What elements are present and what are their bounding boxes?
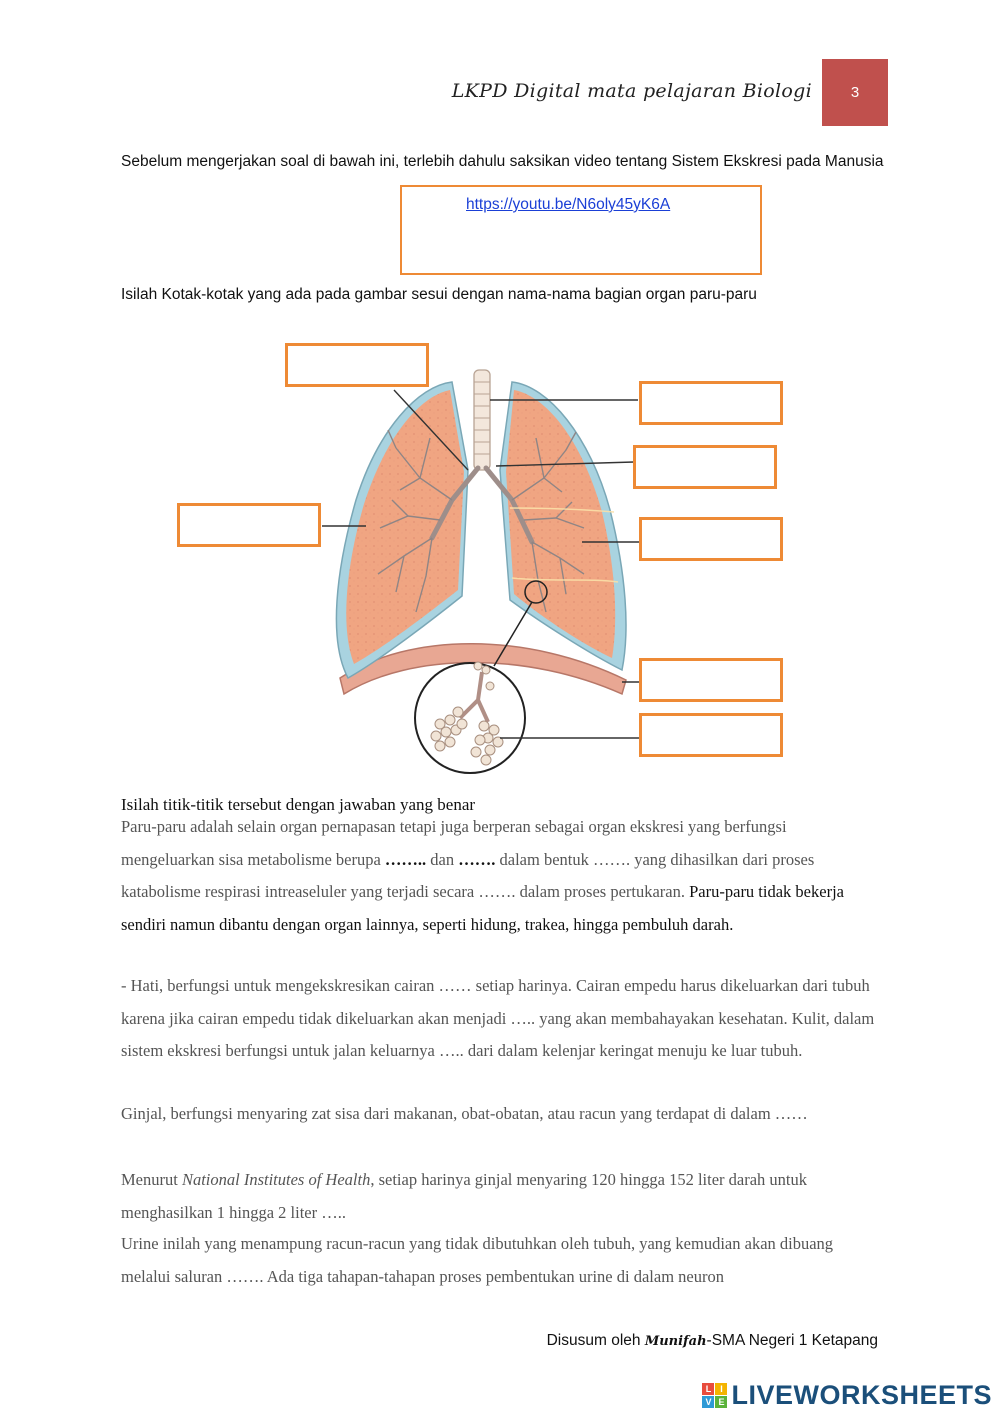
label-input-6[interactable] xyxy=(642,661,780,699)
p1-text-a: Paru-paru adalah selain organ pernapasan tetapi juga berperan sebagai organ ekskresi yang berfungsi mengeluarkan sisa metabolisme berupa xyxy=(121,817,787,869)
label-input-7[interactable] xyxy=(642,716,780,754)
footer-prefix: Disusum oleh xyxy=(546,1332,645,1349)
paragraph-liver-skin: - Hati, berfungsi untuk mengekskresikan cairan …… setiap harinya. Cairan empedu harus dikeluarkan dari tubuh karena jika cairan empedu tidak dikeluarkan akan menjadi ….. yang akan membahayakan kesehatan. Kulit, dalam sistem ekskresi berfungsi untuk jalan keluarnya ….. dari dalam kelenjar keringat menuju ke luar tubuh. xyxy=(121,976,875,1060)
label-box-lung[interactable] xyxy=(177,503,321,547)
label-input-3[interactable] xyxy=(636,448,774,486)
label-input-1[interactable] xyxy=(288,346,426,384)
label-box-bronchus[interactable] xyxy=(285,343,429,387)
p1-text-dark: Paru-paru tidak bekerja sendiri namun dibantu dengan organ lainnya, seperti hidung, trakea, hingga pembuluh darah. xyxy=(121,882,844,934)
liveworksheets-text: LIVEWORKSHEETS xyxy=(731,1380,992,1410)
p1-text-b: dan xyxy=(426,849,459,869)
intro-text: Sebelum mengerjakan soal di bawah ini, terlebih dahulu saksikan video tentang Sistem Ekskresi pada Manusia xyxy=(121,153,884,170)
alveoli-inset xyxy=(415,663,525,773)
label-box-bronchiole[interactable] xyxy=(639,517,783,561)
p1-text-c: dalam bentuk ……. yang dihasilkan dari proses katabolisme respirasi intreaseluler yang terjadi secara ……. dalam proses pertukaran. xyxy=(121,849,815,901)
header-title: LKPD Digital mata pelajaran Biologi xyxy=(451,80,812,102)
footer-author: Munifah xyxy=(644,1334,707,1349)
logo-letter-l: L xyxy=(702,1383,714,1395)
paragraph-urine: Urine inilah yang menampung racun-racun yang tidak dibutuhkan oleh tubuh, yang kemudian akan dibuang melalui saluran ……. Ada tiga tahapan-tahapan proses pembentukan urine di dalam neuron xyxy=(121,1234,834,1286)
page-number-badge: 3 xyxy=(822,59,888,126)
fill-instruction: Isilah titik-titik tersebut dengan jawaban yang benar xyxy=(121,795,476,814)
liveworksheets-watermark xyxy=(702,1380,992,1411)
label-input-5[interactable] xyxy=(642,520,780,558)
paragraph-nih xyxy=(121,1164,881,1229)
liveworksheets-logo-icon xyxy=(702,1383,727,1408)
video-link[interactable]: https://youtu.be/N6oly45yK6A xyxy=(466,196,671,213)
p4-text-b: , setiap harinya ginjal menyaring 120 hingga 152 liter darah untuk menghasilkan 1 hingga 2 liter ….. xyxy=(121,1170,808,1222)
paragraph-kidney: Ginjal, berfungsi menyaring zat sisa dari makanan, obat-obatan, atau racun yang terdapat di dalam …… xyxy=(121,1104,808,1123)
label-input-4[interactable] xyxy=(180,506,318,544)
footer xyxy=(547,1332,878,1350)
lung-diagram xyxy=(300,360,640,780)
blank-2[interactable]: ……. xyxy=(458,849,496,869)
footer-suffix: -SMA Negeri 1 Ketapang xyxy=(706,1332,878,1349)
logo-letter-v: V xyxy=(702,1396,714,1408)
logo-letter-e: E xyxy=(715,1396,727,1408)
diagram-instruction: Isilah Kotak-kotak yang ada pada gambar sesui dengan nama-nama bagian organ paru-paru xyxy=(121,286,757,303)
label-box-diaphragm[interactable] xyxy=(639,658,783,702)
label-box-alveoli[interactable] xyxy=(639,713,783,757)
label-box-trachea[interactable] xyxy=(639,381,783,425)
p4-text-a: Menurut xyxy=(121,1170,182,1189)
p4-italic: National Institutes of Health xyxy=(181,1170,371,1189)
trachea xyxy=(474,370,490,470)
logo-letter-i: I xyxy=(715,1383,727,1395)
paragraph-lungs xyxy=(121,811,881,941)
blank-1[interactable]: …….. xyxy=(384,849,427,869)
label-input-2[interactable] xyxy=(642,384,780,422)
label-box-bronchi[interactable] xyxy=(633,445,777,489)
